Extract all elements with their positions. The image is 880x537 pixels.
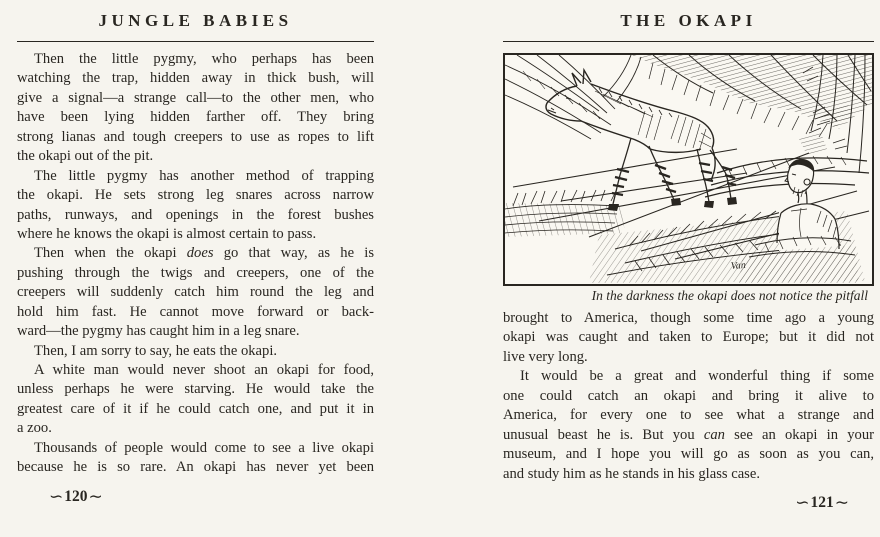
text-line: a zoo.: [17, 420, 52, 437]
text-line: give a signal—a strange call—to the other men, who: [17, 89, 374, 106]
okapi-figure: [503, 53, 874, 286]
text-line: The little pygmy has another method of trapping: [34, 167, 374, 184]
running-head-left: JUNGLE BABIES: [98, 11, 293, 30]
text-line: strong lianas and tough creepers to use as ropes to lift: [17, 128, 374, 145]
text-line: the okapi. He sets strong leg snares across narrow: [17, 187, 374, 204]
text-line: paths, runways, and openings in the forest bushes: [17, 206, 374, 223]
text-line: have been lying hidden farther off. They bring: [17, 109, 374, 126]
text-line: live very long.: [503, 348, 588, 365]
text-line: watching the trap, hidden away in thick bush, will: [17, 70, 374, 87]
left-page: [17, 0, 374, 537]
page-number-value-right: 121: [810, 493, 834, 511]
header-rule-left: [17, 41, 374, 42]
text-line: museum, and I hope you will go as soon as you can,: [503, 446, 874, 463]
page-number-flourish-right: ∼: [834, 492, 849, 512]
header-rule-right: [503, 41, 874, 42]
text-line: where he knows the okapi is almost certain to pass.: [17, 225, 317, 242]
text-line: A white man would never shoot an okapi for food,: [34, 362, 374, 378]
text-line: unusual beast he is. But you can see an okapi in your: [503, 426, 874, 443]
text-line: one could catch an okapi and bring it alive to: [503, 387, 874, 404]
right-page: [503, 0, 874, 537]
text-line: okapi was caught and taken to Europe; but it did not: [503, 329, 874, 346]
page-number-value-left: 120: [64, 487, 88, 505]
text-line: Then the little pygmy, who perhaps has been: [34, 51, 374, 67]
artist-signature: Van: [730, 259, 747, 272]
page-number-left: [17, 486, 374, 506]
text-line: brought to America, though some time ago a young: [503, 310, 874, 326]
okapi-illustration: [503, 53, 874, 286]
page-number-flourish-right: ∼: [88, 486, 103, 506]
text-line: Thousands of people would come to see a live okapi: [34, 439, 374, 456]
text-line: Then when the okapi does go that way, as he is: [34, 245, 375, 262]
text-line: Then, I am sorry to say, he eats the okapi.: [34, 342, 278, 359]
page-number-right: [503, 492, 874, 512]
text-line: creepers will suddenly catch him round the leg and: [17, 284, 374, 301]
running-head-right: THE OKAPI: [620, 11, 757, 30]
text-line: hold him fast. He cannot move forward or back-: [17, 303, 374, 320]
illustration-caption: In the darkness the okapi does not notice the pitfall: [591, 288, 868, 303]
page-number-flourish-left: ∽: [795, 492, 810, 512]
page-number-flourish-left: ∽: [49, 486, 64, 506]
text-line: greatest care of it if he could catch one, and put it in: [17, 400, 374, 417]
text-line: because he is so rare. An okapi has never yet been: [17, 459, 374, 476]
text-line: pushing through the twigs and creepers, one of the: [17, 264, 374, 281]
body-text-left: [17, 50, 374, 478]
body-text-right: [503, 309, 874, 484]
text-line: unless perhaps he were starving. He would take the: [17, 381, 374, 398]
text-line: ward—the pygmy has caught him in a leg snare.: [17, 323, 300, 340]
text-line: America, for every one to see what a strange and: [503, 407, 874, 424]
text-line: and study him as he stands in his glass case.: [503, 465, 760, 482]
text-line: the okapi out of the pit.: [17, 148, 154, 165]
text-line: It would be a great and wonderful thing if some: [520, 368, 874, 385]
